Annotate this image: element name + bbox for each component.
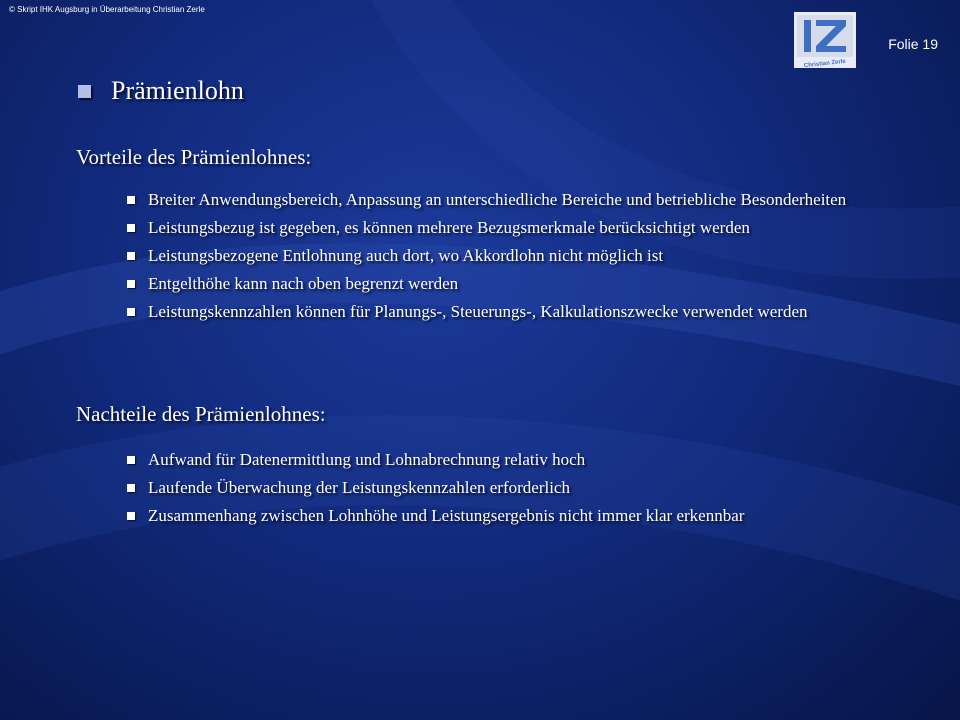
list-item [126, 274, 886, 294]
list-item-text: Entgelthöhe kann nach oben begrenzt werden [148, 274, 459, 293]
title-row [78, 76, 244, 106]
list-item [126, 218, 886, 238]
list-item-text: Aufwand für Datenermittlung und Lohnabrechnung relativ hoch [148, 450, 586, 469]
square-bullet-icon [127, 252, 135, 260]
list-item [126, 450, 886, 470]
list-item [126, 506, 886, 526]
slide-title: Prämienlohn [111, 76, 244, 105]
advantages-heading: Vorteile des Prämienlohnes: [76, 145, 312, 169]
list-item-text: Leistungsbezogene Entlohnung auch dort, wo Akkordlohn nicht möglich ist [148, 246, 664, 265]
disadvantages-heading: Nachteile des Prämienlohnes: [76, 402, 326, 426]
slide-number: Folie 19 [888, 36, 938, 52]
square-bullet-icon [127, 308, 135, 316]
logo [794, 12, 856, 68]
list-item-text: Zusammenhang zwischen Lohnhöhe und Leistungsergebnis nicht immer klar erkennbar [148, 506, 745, 525]
logo-caption: Christian Zerle [803, 58, 847, 68]
advantages-list [126, 190, 886, 330]
square-bullet-icon [127, 456, 135, 464]
list-item [126, 302, 886, 322]
square-bullet-icon [127, 280, 135, 288]
square-bullet-icon [127, 484, 135, 492]
square-bullet-icon [78, 85, 91, 98]
list-item-text: Laufende Überwachung der Leistungskennzahlen erforderlich [148, 478, 570, 497]
disadvantages-list [126, 450, 886, 534]
list-item [126, 246, 886, 266]
square-bullet-icon [127, 512, 135, 520]
square-bullet-icon [127, 196, 135, 204]
square-bullet-icon [127, 224, 135, 232]
copyright-note: © Skript IHK Augsburg in Überarbeitung Christian Zerle [9, 5, 205, 14]
list-item-text: Leistungsbezug ist gegeben, es können mehrere Bezugsmerkmale berücksichtigt werden [148, 218, 750, 237]
iz-logo-icon [794, 12, 856, 68]
list-item [126, 478, 886, 498]
list-item-text: Breiter Anwendungsbereich, Anpassung an unterschiedliche Bereiche und betriebliche Besonderheiten [148, 190, 847, 209]
list-item [126, 190, 886, 210]
list-item-text: Leistungskennzahlen können für Planungs-, Steuerungs-, Kalkulationszwecke verwendet werden [148, 302, 808, 321]
